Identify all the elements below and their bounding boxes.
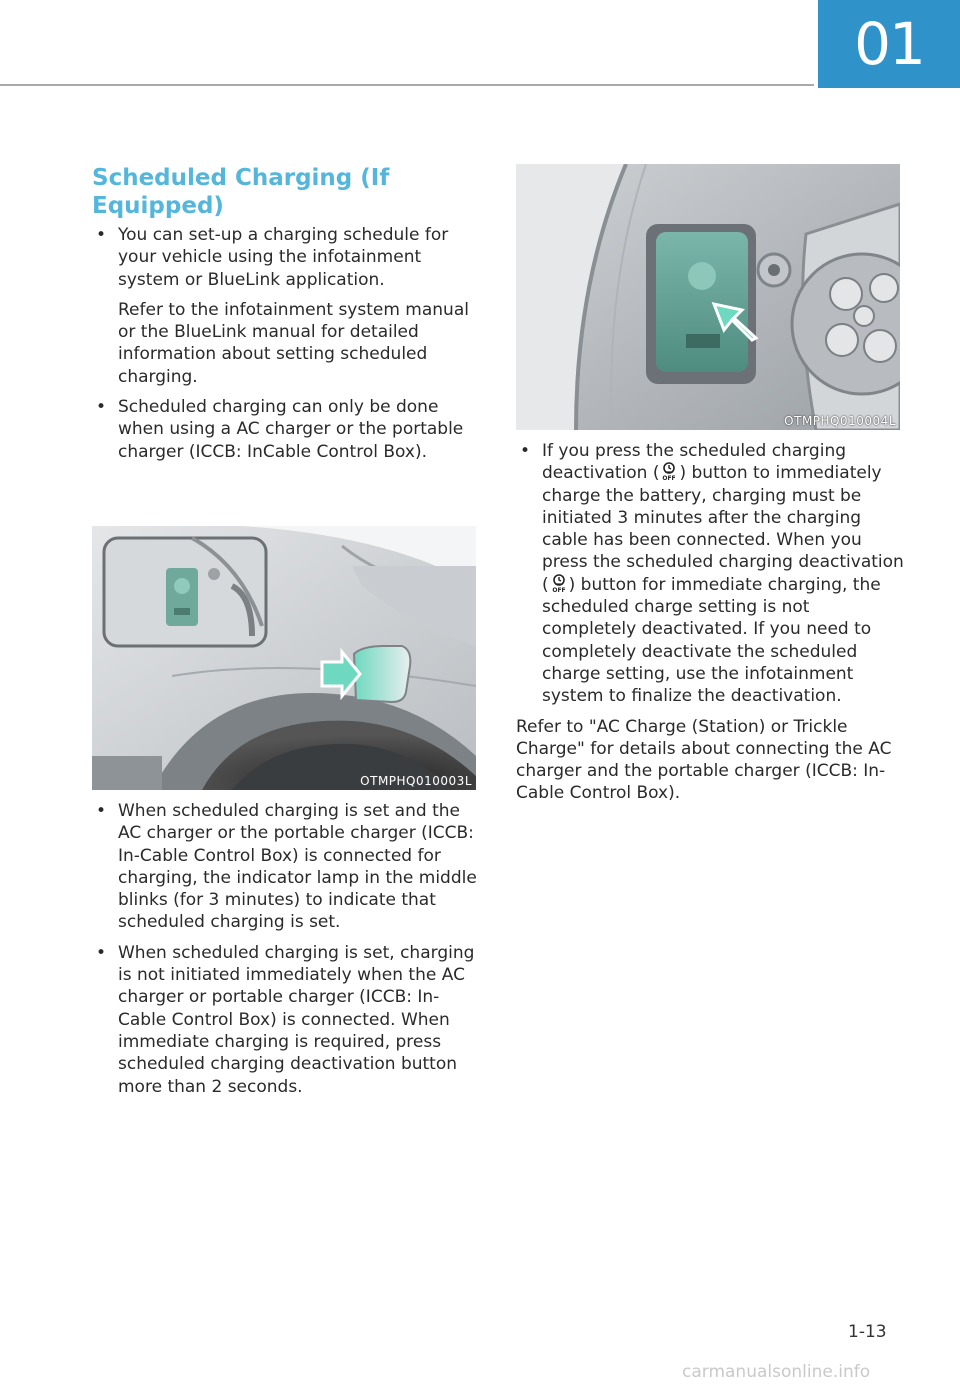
reference-paragraph: Refer to "AC Charge (Station) or Trickle Charge" for details about connecting the AC charger and the portable charger (ICCB: In-Cable Control Box). (516, 716, 892, 804)
bullet-text: You can set-up a charging schedule for your vehicle using the infotainment system or BlueLink application. (118, 225, 449, 290)
bullet-text-part: ) button to immediately charge the battery, charging must be initiated 3 minutes after the charging cable has been connected. When you press the scheduled charging deactivation ( (542, 463, 904, 595)
bullet-dot: • (520, 441, 531, 461)
list-item (516, 440, 904, 708)
figure-charge-door (92, 526, 476, 790)
left-column-lower (92, 800, 480, 1106)
bullet-dot: • (96, 397, 107, 418)
header-rule (0, 84, 814, 86)
bullet-text: Refer to the infotainment system manual or the BlueLink manual for detailed information about setting scheduled charging. (118, 299, 469, 387)
scheduled-charging-off-icon (659, 462, 679, 482)
bullet-list-bottom (92, 800, 480, 1098)
bullet-text: Scheduled charging can only be done when using a AC charger or the portable charger (ICCB: InCable Control Box). (118, 397, 464, 462)
bullet-dot: • (96, 801, 107, 821)
figure-label: OTMPHQ010003L (360, 774, 472, 788)
chapter-tab: 01 (818, 0, 960, 88)
bullet-text-part: ) button for immediate charging, the scheduled charge setting is not completely deactivated. If you need to completely deactivate the scheduled charge setting, use the infotainment system to finalize the deactivation. (542, 574, 881, 707)
bullet-text: When scheduled charging is set, charging is not initiated immediately when the AC charger or portable charger (ICCB: In-Cable Control Box) is connected. When immediate charging is required, press scheduled charging deactivation button more than 2 seconds. (118, 942, 475, 1097)
bullet-dot: • (96, 942, 107, 963)
bullet-dot: • (96, 225, 107, 245)
section-title: Scheduled Charging (If Equipped) (92, 165, 390, 219)
bullet-text-part: If you press the scheduled charging deactivation ( (542, 441, 847, 484)
scheduled-charging-off-icon (549, 574, 569, 594)
page-number: 1-13 (848, 1322, 887, 1342)
charge-door-illustration (92, 526, 476, 790)
watermark: carmanualsonline.info (682, 1362, 871, 1382)
figure-label: OTMPHQ010004L (784, 414, 896, 428)
svg-text:OFF: OFF (662, 475, 677, 483)
bullet-text (542, 440, 904, 708)
charge-port-illustration (516, 164, 900, 430)
bullet-list-top (92, 224, 480, 463)
figure-charge-port (516, 164, 900, 430)
list-item (92, 942, 480, 1098)
svg-text:OFF: OFF (551, 586, 566, 594)
left-column (92, 224, 480, 471)
bullet-text: When scheduled charging is set and the AC charger or the portable charger (ICCB: In-Cable Control Box) is connected for charging, the indicator lamp in the middle blinks (for 3 minutes) to indicate that scheduled charging is set. (118, 801, 477, 933)
list-item (92, 224, 480, 388)
bullet-list-right (516, 440, 904, 708)
list-item (92, 396, 480, 463)
list-item (92, 800, 480, 934)
right-column (516, 440, 904, 805)
